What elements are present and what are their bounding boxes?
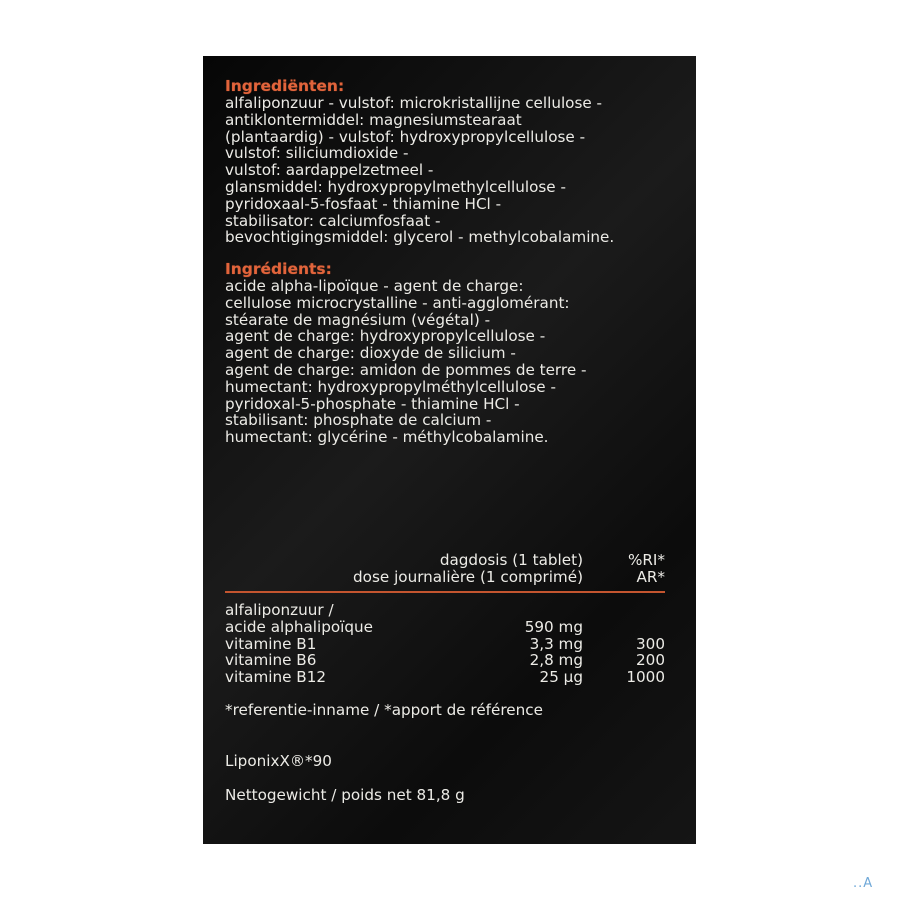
ingredients-fr-line: humectant: hydroxypropylméthylcellulose - xyxy=(225,377,556,396)
nutrition-row xyxy=(225,619,665,636)
daily-dose-label-fr: dose journalière (1 comprimé) xyxy=(353,568,583,586)
ingredients-fr-line: acide alpha-lipoïque - agent de charge: xyxy=(225,277,524,295)
nutrition-table-body xyxy=(225,602,665,686)
ingredients-fr-line: agent de charge: amidon de pommes de terre - xyxy=(225,360,587,379)
net-weight: Nettogewicht / poids net 81,8 g xyxy=(225,786,465,804)
nutrient-name: acide alphalipoïque xyxy=(225,617,373,636)
ingredients-fr-line: cellulose microcrystalline - anti-agglomérant: xyxy=(225,293,570,312)
nutrient-amount: 590 mg xyxy=(524,617,583,636)
brand-name: LiponixX®*90 xyxy=(225,752,332,770)
ingredients-nl-line: pyridoxaal-5-fosfaat - thiamine HCl - xyxy=(225,194,502,213)
ingredients-nl-line: vulstof: siliciumdioxide - xyxy=(225,144,409,163)
nutrition-header-row-nl xyxy=(225,552,665,569)
ingredients-label-panel xyxy=(203,56,696,844)
ingredients-nl-line: stabilisator: calciumfosfaat - xyxy=(225,211,441,230)
nutrient-amount: 3,3 mg xyxy=(529,634,583,653)
ingredients-nl-line: vulstof: aardappelzetmeel - xyxy=(225,161,434,180)
ingredients-fr-line: pyridoxal-5-phosphate - thiamine HCl - xyxy=(225,394,520,413)
nutrient-ri: 300 xyxy=(636,634,665,653)
nutrition-row xyxy=(225,669,665,686)
nutrition-row xyxy=(225,652,665,669)
ingredients-fr-line: agent de charge: hydroxypropylcellulose - xyxy=(225,327,546,346)
ingredients-nl-line: antiklontermiddel: magnesiumstearaat xyxy=(225,110,522,129)
ingredients-fr-line: stabilisant: phosphate de calcium - xyxy=(225,411,492,430)
ingredients-nl-line: glansmiddel: hydroxypropylmethylcellulose - xyxy=(225,177,566,196)
nutrient-name: vitamine B6 xyxy=(225,651,317,670)
ingredients-nl-heading: Ingrediënten: xyxy=(225,77,345,95)
ingredients-fr-heading: Ingrédients: xyxy=(225,260,332,278)
nutrient-name: alfaliponzuur / xyxy=(225,601,334,619)
ingredients-nl-line: alfaliponzuur - vulstof: microkristallijne cellulose - xyxy=(225,94,603,112)
ingredients-nl-line: bevochtigingsmiddel: glycerol - methylcobalamine. xyxy=(225,228,615,247)
nutrition-table-header xyxy=(225,552,665,586)
nutrient-name: vitamine B1 xyxy=(225,634,317,653)
nutrition-row xyxy=(225,602,665,619)
nutrient-name: vitamine B12 xyxy=(225,668,327,687)
ingredients-fr-line: stéarate de magnésium (végétal) - xyxy=(225,310,491,329)
daily-dose-label-nl: dagdosis (1 tablet) xyxy=(439,551,583,569)
nutrition-divider xyxy=(225,591,665,593)
reference-footnote: *referentie-inname / *apport de référence xyxy=(225,701,543,719)
ingredients-fr-line: agent de charge: dioxyde de silicium - xyxy=(225,344,516,363)
nutrient-amount: 2,8 mg xyxy=(529,651,583,670)
nutrient-ri: 1000 xyxy=(626,668,665,687)
ingredients-fr-line: humectant: glycérine - méthylcobalamine. xyxy=(225,428,549,447)
ri-label-fr: AR* xyxy=(636,568,665,586)
nutrient-ri: 200 xyxy=(636,651,665,670)
ri-label-nl: %RI* xyxy=(627,551,665,569)
nutrient-amount: 25 µg xyxy=(539,668,583,687)
ingredients-nl-line: (plantaardig) - vulstof: hydroxypropylcellulose - xyxy=(225,127,586,146)
ingredients-fr-section xyxy=(225,260,686,446)
corner-watermark: ..A xyxy=(853,876,874,891)
nutrition-row xyxy=(225,636,665,653)
nutrition-header-row-fr xyxy=(225,569,665,586)
ingredients-nl-section xyxy=(225,77,686,246)
